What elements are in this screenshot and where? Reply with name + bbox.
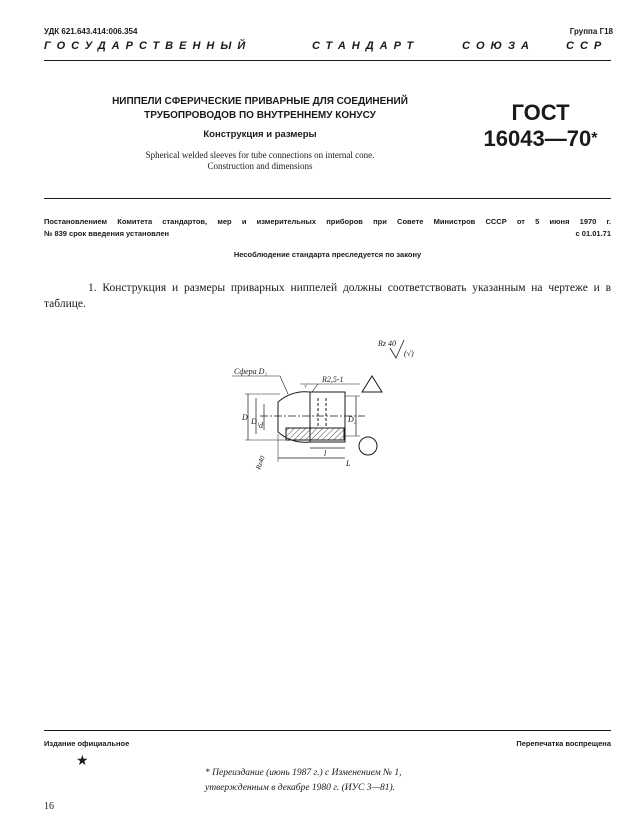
state-word-1: ГОСУДАРСТВЕННЫЙ [44, 40, 252, 52]
english-title [60, 150, 460, 172]
group-code: Группа Г18 [569, 27, 613, 36]
dim-D2-label: D₂ [348, 415, 357, 424]
dim-L-label: L [346, 459, 351, 468]
roughness-check-label: (√) [404, 349, 414, 358]
page-number: 16 [44, 801, 54, 812]
title-line-2: ТРУБОПРОВОДОВ ПО ВНУТРЕННЕМУ КОНУСУ [144, 110, 376, 121]
law-notice: Несоблюдение стандарта преследуется по закону [233, 250, 422, 259]
state-word-4: ССР [566, 40, 608, 52]
datum-triangle [362, 376, 382, 392]
state-word-2: СТАНДАРТ [312, 40, 420, 52]
dim-d-label: d [259, 421, 263, 430]
roughness-small-label: √ [304, 384, 308, 390]
dim-l-label: l [324, 449, 327, 458]
reissue-footnote [205, 766, 401, 796]
state-standard-header [44, 40, 611, 56]
english-title-line-1: Spherical welded sleeves for tube connections on internal cone. [145, 150, 375, 160]
wall-hatch [286, 428, 344, 440]
decree-line-1: Постановлением Комитета стандартов, мер и измерительных приборов при Совете Министров СССР от 5 июня 1970 г. [44, 217, 611, 226]
document-title [60, 95, 460, 123]
middle-rule [44, 198, 611, 199]
introduction-date: с 01.01.71 [575, 229, 611, 238]
state-word-3: СОЮЗА [462, 40, 535, 52]
star-mark: ★ [76, 754, 89, 769]
title-line-1: НИППЕЛИ СФЕРИЧЕСКИЕ ПРИВАРНЫЕ ДЛЯ СОЕДИНЕНИЙ [112, 96, 408, 107]
english-title-line-2: Construction and dimensions [207, 161, 313, 171]
gost-number: 16043—70 [483, 126, 592, 151]
reprint-prohibited: Перепечатка воспрещена [516, 739, 611, 748]
roughness-2-label: R2,5-1 [322, 375, 344, 384]
udk-code: УДК 621.643.414:006.354 [44, 27, 138, 36]
sphere-label: Сфера D₁ [234, 367, 268, 376]
paragraph-1: 1. Конструкция и размеры приварных ниппелей должны соответствовать указанным на чертеже и в таблице. [44, 282, 611, 310]
official-edition: Издание официальное [44, 739, 130, 748]
top-rule [44, 60, 611, 61]
datum-circle [359, 437, 377, 455]
bottom-rule [44, 730, 611, 731]
dim-D1-label: D₁ [251, 417, 260, 426]
gost-designation [478, 100, 603, 152]
gost-star: * [591, 130, 598, 147]
document-subtitle: Конструкция и размеры [203, 129, 317, 140]
footnote-line-1: * Переиздание (июнь 1987 г.) с Изменением № 1, [205, 768, 402, 778]
decree-line-2: № 839 срок введения установлен [44, 229, 170, 238]
sleeve-drawing [200, 330, 440, 480]
dim-D-label: D [242, 413, 248, 422]
footnote-line-2: утвержденным в декабре 1980 г. (ИУС 3—81). [205, 783, 395, 793]
gost-number-line [478, 126, 603, 152]
roughness-left-label: Rz40 [254, 454, 267, 471]
gost-label: ГОСТ [511, 100, 570, 125]
roughness-top-label: Rz 40 [378, 339, 396, 348]
